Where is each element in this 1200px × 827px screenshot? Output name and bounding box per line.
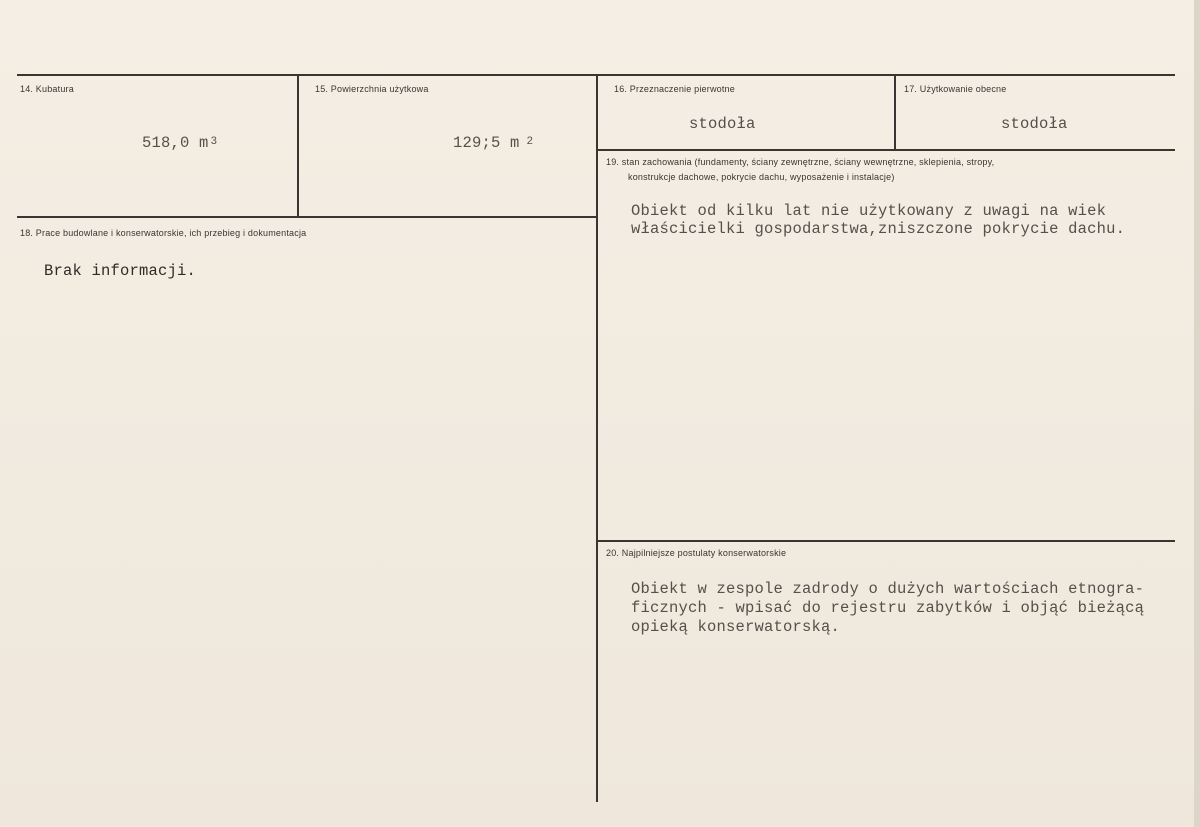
field-20-label: 20. Najpilniejsze postulaty konserwatorskie xyxy=(606,548,787,558)
kubatura-value: 518,0 m xyxy=(142,134,209,152)
card-right-edge xyxy=(1194,0,1200,827)
field-16-label: 16. Przeznaczenie pierwotne xyxy=(614,84,735,94)
right-col-divider xyxy=(894,76,896,150)
field-14-value xyxy=(104,116,217,170)
field-15-value xyxy=(415,116,533,170)
right-rule-19 xyxy=(597,149,1175,151)
field-20-text-line1: Obiekt w zespole zadrody o dużych wartościach etnogra- xyxy=(631,580,1145,598)
powierzchnia-unit-exponent: 2 xyxy=(526,136,534,148)
field-14-label: 14. Kubatura xyxy=(20,84,74,94)
field-20-text-line3: opieką konserwatorską. xyxy=(631,618,841,636)
field-19-text-line2: właścicielki gospodarstwa,zniszczone pokrycie dachu. xyxy=(631,220,1126,238)
field-15-label: 15. Powierzchnia użytkowa xyxy=(315,84,429,94)
field-17-label: 17. Użytkowanie obecne xyxy=(904,84,1007,94)
field-19-text-line1: Obiekt od kilku lat nie użytkowany z uwagi na wiek xyxy=(631,202,1107,220)
field-19-label-line1: 19. stan zachowania (fundamenty, ściany zewnętrzne, ściany wewnętrzne, sklepienia, stropy, xyxy=(606,157,995,167)
field-18-label: 18. Prace budowlane i konserwatorskie, ich przebieg i dokumentacja xyxy=(20,228,307,238)
powierzchnia-value: 129;5 m xyxy=(453,134,520,152)
kubatura-unit-exponent: 3 xyxy=(210,136,218,148)
left-mid-rule xyxy=(17,216,597,218)
left-col-divider-1 xyxy=(297,76,299,218)
field-18-value: Brak informacji. xyxy=(44,262,197,280)
center-divider xyxy=(596,76,598,802)
field-16-value: stodoła xyxy=(689,115,756,133)
field-19-label-line2: konstrukcje dachowe, pokrycie dachu, wyposażenie i instalacje) xyxy=(628,172,895,182)
right-rule-20 xyxy=(597,540,1175,542)
field-20-text-line2: ficznych - wpisać do rejestru zabytków i objąć bieżącą xyxy=(631,599,1145,617)
field-17-value: stodoła xyxy=(1001,115,1068,133)
